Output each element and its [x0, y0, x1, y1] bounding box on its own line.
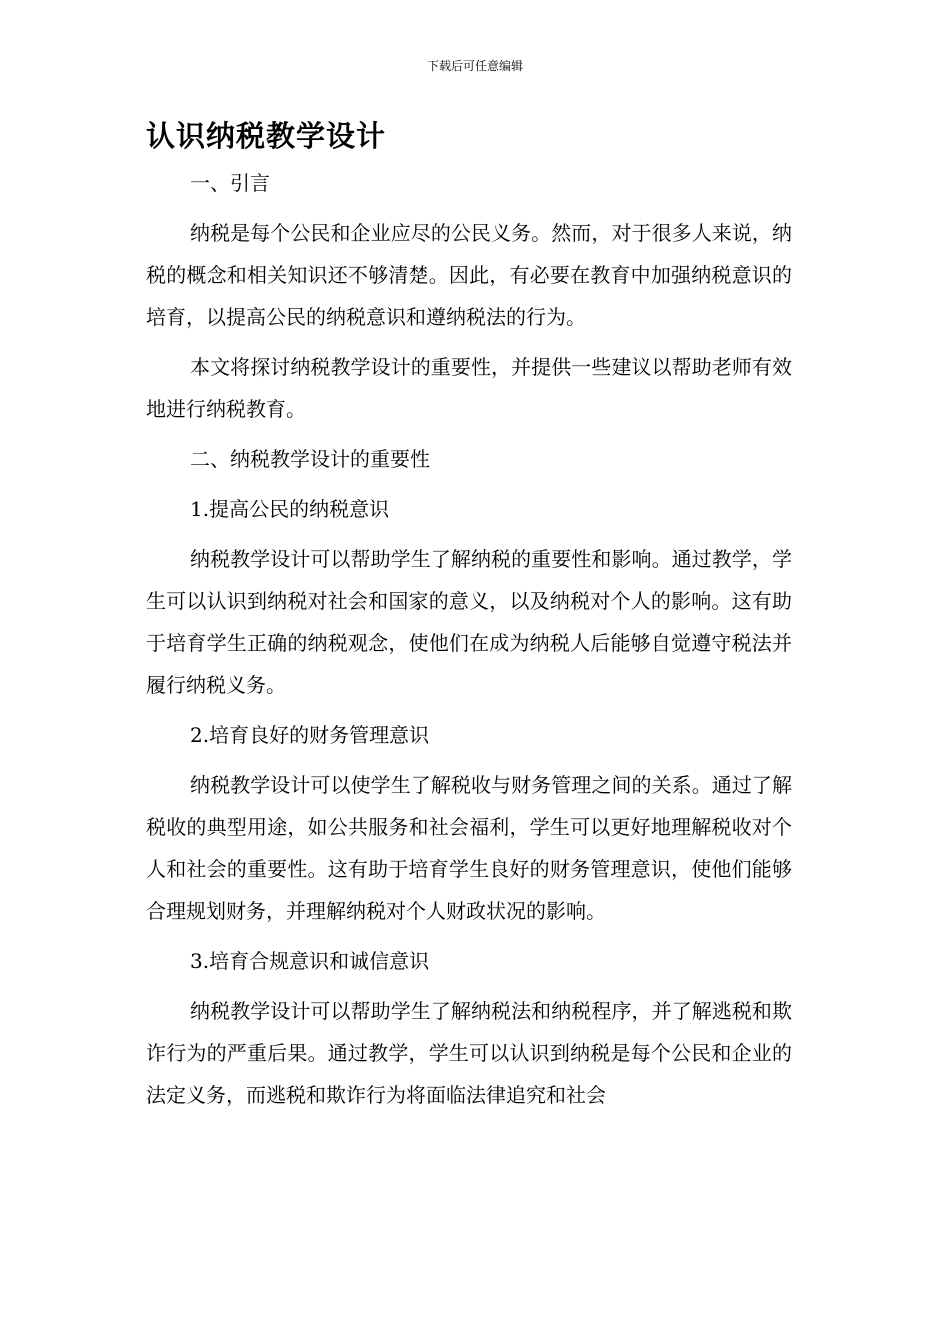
section-heading-introduction: 一、引言 — [190, 171, 270, 195]
subheading-compliance-integrity: 3.培育合规意识和诚信意识 — [190, 949, 430, 973]
section-heading-importance: 二、纳税教学设计的重要性 — [190, 447, 430, 471]
body-paragraph: 纳税教学设计可以帮助学生了解纳税的重要性和影响。通过教学，学生可以认识到纳税对社会和国家的意义，以及纳税对个人的影响。这有助于培育学生正确的纳税观念，使他们在成为纳税人后能够自觉遵守税法并履行纳税义务。 — [146, 547, 792, 697]
document-body — [146, 162, 792, 1124]
body-paragraph: 纳税是每个公民和企业应尽的公民义务。然而，对于很多人来说，纳税的概念和相关知识还不够清楚。因此，有必要在教育中加强纳税意识的培育，以提高公民的纳税意识和遵纳税法的行为。 — [146, 221, 792, 329]
document-title: 认识纳税教学设计 — [146, 119, 387, 153]
body-paragraph: 本文将探讨纳税教学设计的重要性，并提供一些建议以帮助老师有效地进行纳税教育。 — [146, 355, 792, 421]
body-paragraph: 纳税教学设计可以帮助学生了解纳税法和纳税程序，并了解逃税和欺诈行为的严重后果。通过教学，学生可以认识到纳税是每个公民和企业的法定义务，而逃税和欺诈行为将面临法律追究和社会 — [146, 999, 792, 1107]
subheading-financial-management: 2.培育良好的财务管理意识 — [190, 723, 430, 747]
header-note: 下载后可任意编辑 — [426, 59, 523, 73]
subheading-tax-awareness: 1.提高公民的纳税意识 — [190, 497, 390, 521]
body-paragraph: 纳税教学设计可以使学生了解税收与财务管理之间的关系。通过了解税收的典型用途，如公共服务和社会福利，学生可以更好地理解税收对个人和社会的重要性。这有助于培育学生良好的财务管理意识，使他们能够合理规划财务，并理解纳税对个人财政状况的影响。 — [146, 773, 792, 923]
